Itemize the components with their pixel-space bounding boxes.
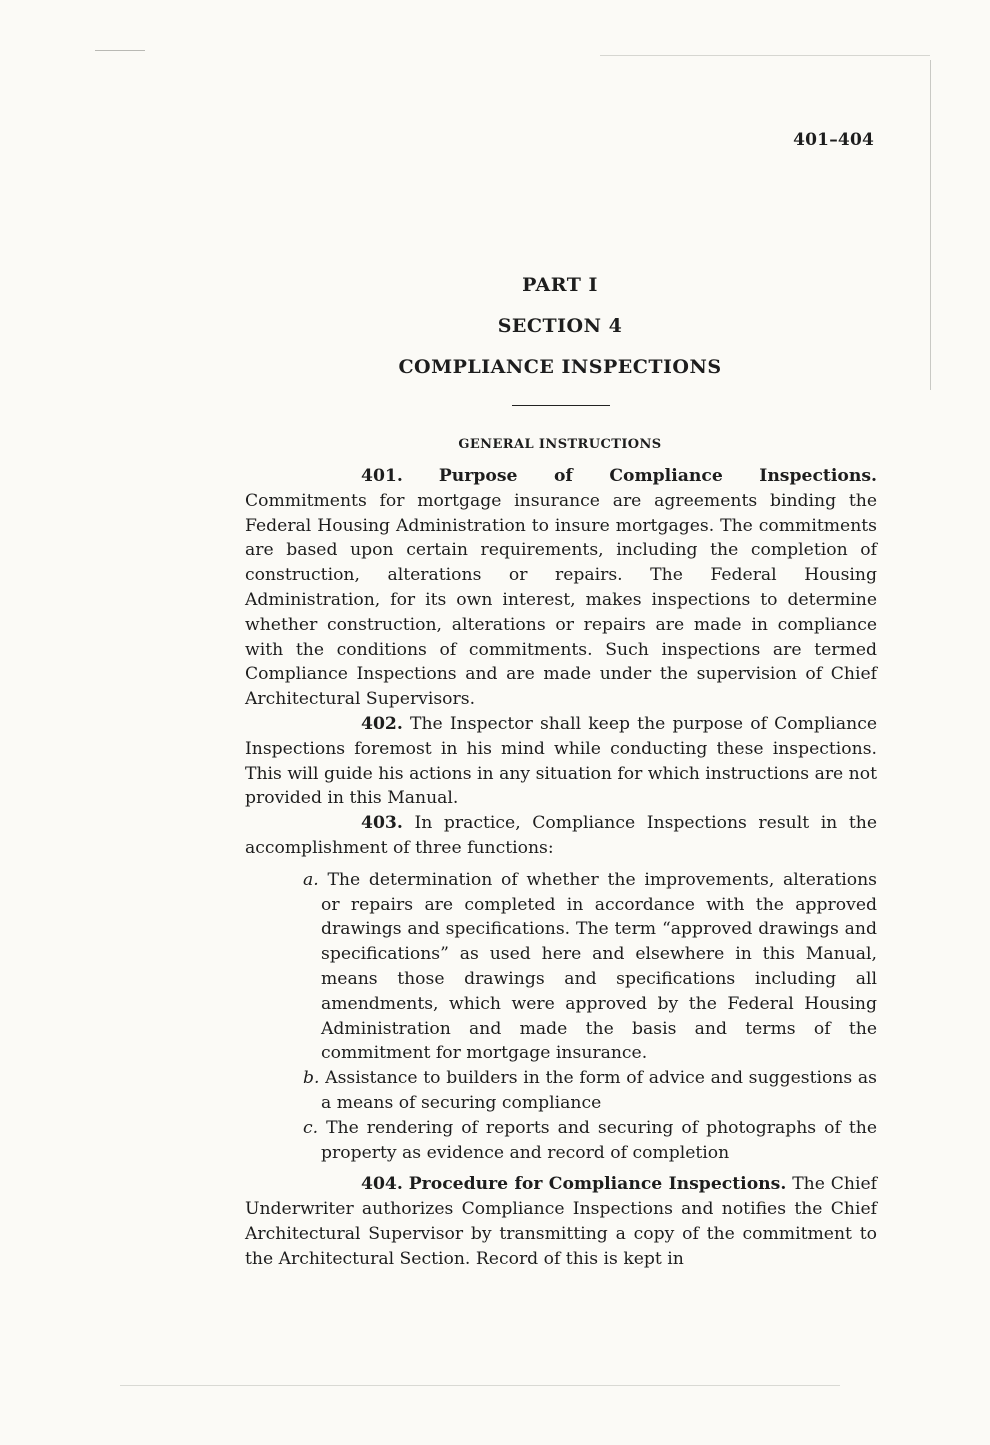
- body-text: [245, 464, 877, 1272]
- paragraph-401-text: Commitments for mortgage insurance are agreements binding the Federal Housing Administration to insure mortgages. The commitments are based upon certain requirements, including the completion of construction, alterations or repairs. The Federal Housing Administration, for its own interest, makes inspections to determine whether construction, alterations or repairs are made in compliance with the conditions of commitments. Such inspections are termed Compliance Inspections and are made under the supervision of Chief Architectural Supervisors.: [245, 490, 877, 710]
- list-item-a: [303, 868, 877, 1066]
- paragraph-402: [245, 712, 877, 811]
- section-title: COMPLIANCE INSPECTIONS: [398, 356, 722, 378]
- part-heading: PART I: [522, 274, 598, 296]
- paragraph-401-title: Purpose of Compliance Inspections.: [438, 466, 877, 486]
- scan-edge-top-left: [95, 50, 145, 51]
- paragraph-404-title: Procedure for Compliance Inspections.: [408, 1174, 787, 1195]
- list-item-b-text: Assistance to builders in the form of advice and suggestions as a means of securing compliance: [319, 1068, 877, 1113]
- paragraph-401: [245, 464, 877, 712]
- scan-edge-bottom: [120, 1385, 840, 1386]
- paragraph-402-number: 402.: [361, 713, 403, 734]
- title-rule: [512, 405, 610, 406]
- list-item-c: [303, 1116, 877, 1166]
- list-item-c-letter: c.: [303, 1117, 319, 1138]
- paragraph-404-number: 404.: [361, 1174, 403, 1195]
- list-item-b-letter: b.: [303, 1068, 320, 1089]
- paragraph-404-text: The Chief Underwriter authorizes Compliance Inspections and notifies the Chief Architectural Supervisor by transmitting a copy of the commitment to the Architectural Section. Record of this is kept in: [245, 1174, 878, 1269]
- list-item-c-text: The rendering of reports and securing of photographs of the property as evidence and record of completion: [318, 1117, 877, 1163]
- paragraph-403-text: In practice, Compliance Inspections result in the accomplishment of three functions:: [245, 813, 877, 858]
- scan-edge-right: [930, 60, 931, 390]
- paragraph-403: [245, 811, 877, 861]
- page-number: 401–404: [793, 130, 874, 150]
- paragraph-403-number: 403.: [361, 813, 403, 834]
- list-item-b: [303, 1066, 877, 1116]
- list-item-a-text: The determination of whether the improvements, alterations or repairs are completed in accordance with the approved drawings and specifications. The term “approved drawings and specifications” as used here and elsewhere in this Manual, means those drawings and specifications including all amendments, which were approved by the Federal Housing Administration and made the basis and terms of the commitment for mortgage insurance.: [318, 869, 877, 1064]
- section-heading: SECTION 4: [497, 315, 623, 337]
- paragraph-404: [245, 1172, 877, 1271]
- subheading: GENERAL INSTRUCTIONS: [458, 437, 662, 452]
- paragraph-401-number: 401.: [361, 466, 403, 486]
- list-item-a-letter: a.: [303, 869, 319, 890]
- paragraph-402-text: The Inspector shall keep the purpose of Compliance Inspections foremost in his mind while conducting these inspections. This will guide his actions in any situation for which instructions are not provided in this Manual.: [245, 713, 877, 809]
- scan-edge-top-right: [600, 55, 930, 56]
